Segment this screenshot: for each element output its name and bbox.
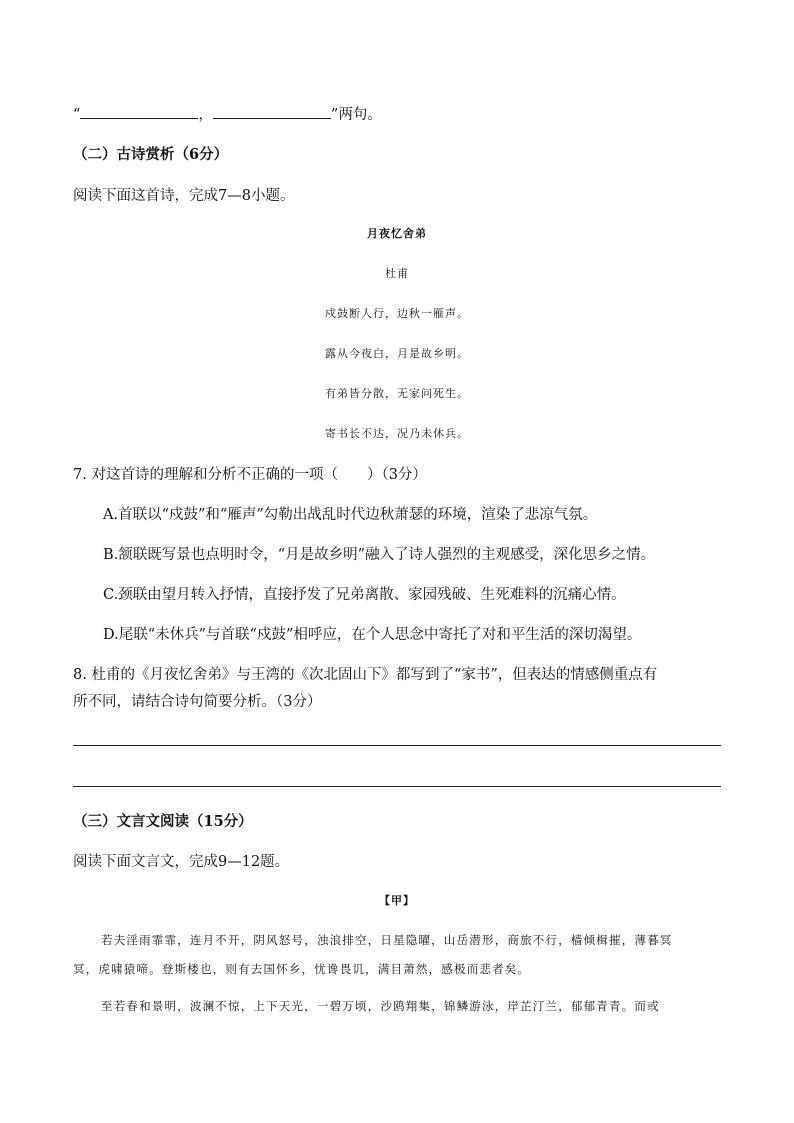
q7-option-a[interactable]: A.首联以“戍鼓”和“雁声”勾勒出战乱时代边秋萧瑟的环境，渲染了悲凉气氛。 bbox=[103, 507, 598, 523]
q7-stem: 7. 对这首诗的理解和分析不正确的一项（ ）（3分） bbox=[73, 467, 427, 483]
poem-line-4: 寄书长不达，况乃未休兵。 bbox=[325, 427, 469, 440]
q7-option-b[interactable]: B.颔联既写景也点明时令，“月是故乡明”融入了诗人强烈的主观感受，深化思乡之情。 bbox=[103, 547, 656, 563]
section2-intro: 阅读下面这首诗，完成7—8小题。 bbox=[73, 188, 295, 204]
poem-title: 月夜忆舍弟 bbox=[367, 227, 427, 240]
passage-para1-line1: 若夫淫雨霏霏，连月不开，阴风怒号，浊浪排空，日星隐曜，山岳潜形，商旅不行，樯倾楫摧，薄暮冥 bbox=[101, 933, 673, 947]
q7-option-c[interactable]: C.颈联由望月转入抒情，直接抒发了兄弟离散、家园残破、生死难料的沉痛心情。 bbox=[103, 587, 626, 603]
section3-intro: 阅读下面文言文，完成9—12题。 bbox=[73, 854, 290, 870]
comma: ， bbox=[198, 107, 213, 123]
blank-1[interactable] bbox=[80, 104, 198, 119]
q8-line-1: 8. 杜甫的《月夜忆舍弟》与王湾的《次北固山下》都写到了“家书”，但表达的情感侧重点有 bbox=[73, 667, 658, 683]
section2-heading: （二）古诗赏析（6分） bbox=[73, 146, 229, 163]
blank-2[interactable] bbox=[213, 104, 331, 119]
section3-heading: （三）文言文阅读（15分） bbox=[73, 813, 253, 830]
q7-option-d[interactable]: D.尾联“未休兵”与首联“戍鼓”相呼应，在个人思念中寄托了对和平生活的深切渴望。 bbox=[103, 627, 642, 643]
answer-line-2[interactable] bbox=[73, 786, 721, 787]
fill-blank-line bbox=[73, 103, 382, 124]
open-quote: “ bbox=[73, 107, 81, 123]
answer-line-1[interactable] bbox=[73, 745, 721, 746]
poem-line-1: 戍鼓断人行，边秋一雁声。 bbox=[325, 307, 469, 320]
close-text: ”两句。 bbox=[330, 107, 382, 123]
poem-line-3: 有弟皆分散，无家问死生。 bbox=[325, 387, 469, 400]
poem-line-2: 露从今夜白，月是故乡明。 bbox=[325, 347, 469, 360]
passage-para1-line2: 冥，虎啸猿啼。登斯楼也，则有去国怀乡，忧谗畏讥，满目萧然，感极而悲者矣。 bbox=[73, 962, 531, 976]
passage-para2-line1: 至若春和景明，波澜不惊，上下天光，一碧万顷，沙鸥翔集，锦鳞游泳，岸芷汀兰，郁郁青青。而或 bbox=[101, 999, 660, 1013]
part-label-jia: 【甲】 bbox=[379, 894, 415, 907]
q8-line-2: 所不同，请结合诗句简要分析。（3分） bbox=[73, 694, 322, 710]
poem-author: 杜甫 bbox=[385, 267, 409, 280]
